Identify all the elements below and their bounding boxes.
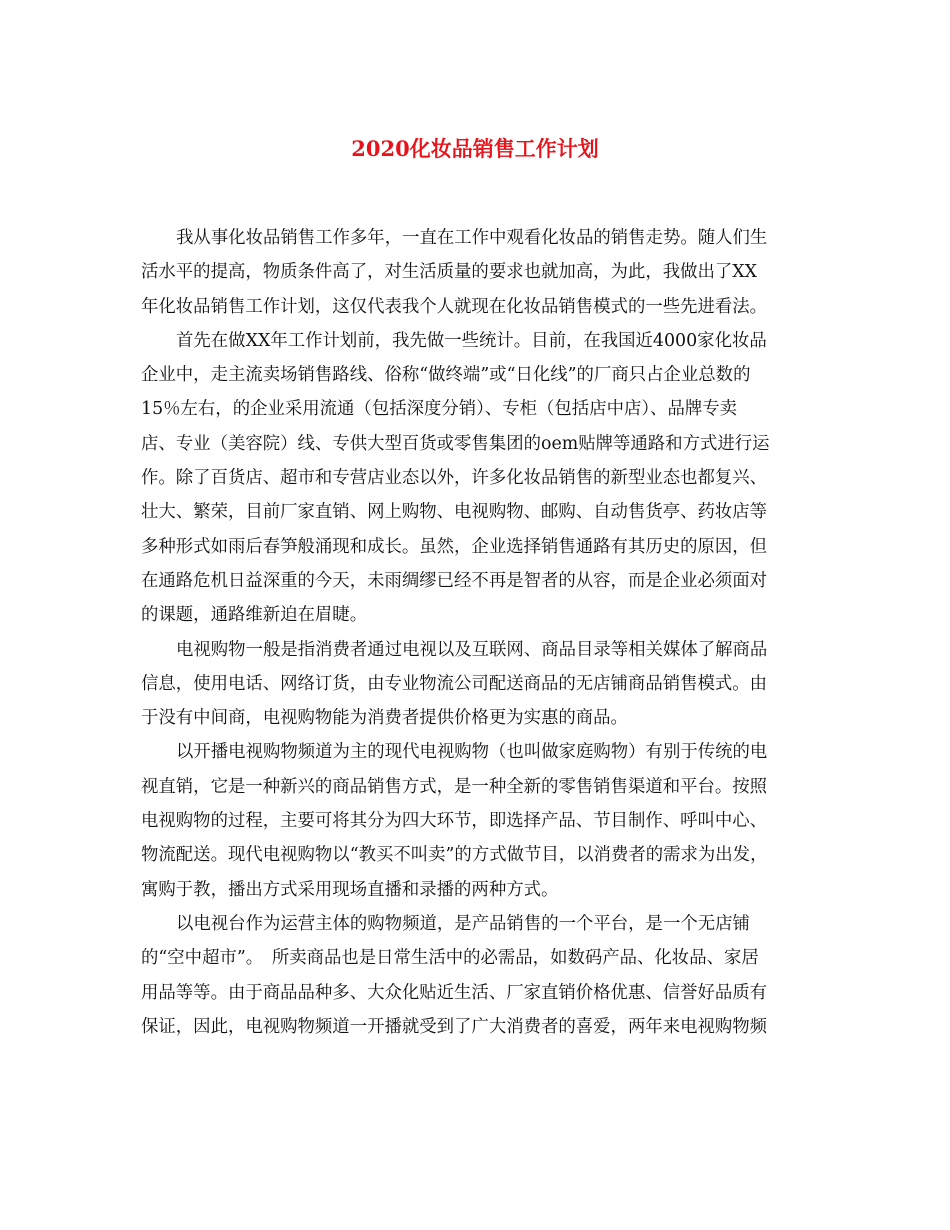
text-line: 保证，因此，电视购物频道一开播就受到了广大消费者的喜爱，两年来电视购物频: [141, 1016, 768, 1037]
paragraph: [141, 633, 808, 736]
paragraph: [141, 735, 808, 906]
text-line: 企业中，走主流卖场销售路线、俗称“做终端”或“日化线”的厂商只占企业总数的: [141, 365, 751, 386]
text-line: 信息，使用电话、网络订货，由专业物流公司配送商品的无店铺商品销售模式。由: [141, 673, 768, 694]
text-line: 的课题，通路维新迫在眉睫。: [141, 605, 368, 626]
paragraph: [141, 324, 808, 633]
text-line: 店、专业（美容院）线、专供大型百货或零售集团的oem贴牌等通路和方式进行运: [141, 433, 770, 454]
text-line: 物流配送。现代电视购物以“教买不叫卖”的方式做节目，以消费者的需求为出发，: [141, 845, 768, 866]
text-line: 年化妆品销售工作计划，这仅代表我个人就现在化妆品销售模式的一些先进看法。: [141, 296, 768, 317]
text-line: 电视购物一般是指消费者通过电视以及互联网、商品目录等相关媒体了解商品: [176, 639, 768, 660]
text-line: 以开播电视购物频道为主的现代电视购物（也叫做家庭购物）有别于传统的电: [176, 742, 768, 763]
document-body: [141, 221, 808, 1044]
text-line: 首先在做XX年工作计划前，我先做一些统计。目前，在我国近4000家化妆品: [176, 330, 767, 351]
document-title: 2020化妆品销售工作计划: [351, 136, 599, 161]
text-line: 用品等等。由于商品品种多、大众化贴近生活、厂家直销价格优惠、信誉好品质有: [141, 982, 768, 1003]
text-line: 于没有中间商，电视购物能为消费者提供价格更为实惠的商品。: [141, 708, 628, 729]
text-line: 活水平的提高，物质条件高了，对生活质量的要求也就加高，为此，我做出了XX: [141, 262, 758, 283]
text-line: 壮大、繁荣，目前厂家直销、网上购物、电视购物、邮购、自动售货亭、药妆店等: [141, 502, 768, 523]
text-line: 15％左右，的企业采用流通（包括深度分销）、专柜（包括店中店）、品牌专卖: [141, 399, 738, 420]
text-line: 寓购于教，播出方式采用现场直播和录播的两种方式。: [141, 879, 559, 900]
text-line: 在通路危机日益深重的今天，未雨绸缪已经不再是智者的从容，而是企业必须面对: [141, 570, 768, 591]
text-line: 视直销，它是一种新兴的商品销售方式，是一种全新的零售销售渠道和平台。按照: [141, 776, 768, 797]
paragraph: [141, 907, 808, 1044]
text-line: 电视购物的过程，主要可将其分为四大环节，即选择产品、节目制作、呼叫中心、: [141, 811, 768, 832]
text-line: 的“空中超市”。 所卖商品也是日常生活中的必需品，如数码产品、化妆品、家居: [141, 948, 759, 969]
text-line: 我从事化妆品销售工作多年，一直在工作中观看化妆品的销售走势。随人们生: [176, 228, 768, 248]
text-line: 多种形式如雨后春笋般涌现和成长。虽然，企业选择销售通路有其历史的原因，但: [141, 536, 768, 557]
text-line: 作。除了百货店、超市和专营店业态以外，许多化妆品销售的新型业态也都复兴、: [141, 468, 768, 489]
paragraph: [141, 221, 808, 324]
text-line: 以电视台作为运营主体的购物频道，是产品销售的一个平台，是一个无店铺: [176, 913, 750, 934]
